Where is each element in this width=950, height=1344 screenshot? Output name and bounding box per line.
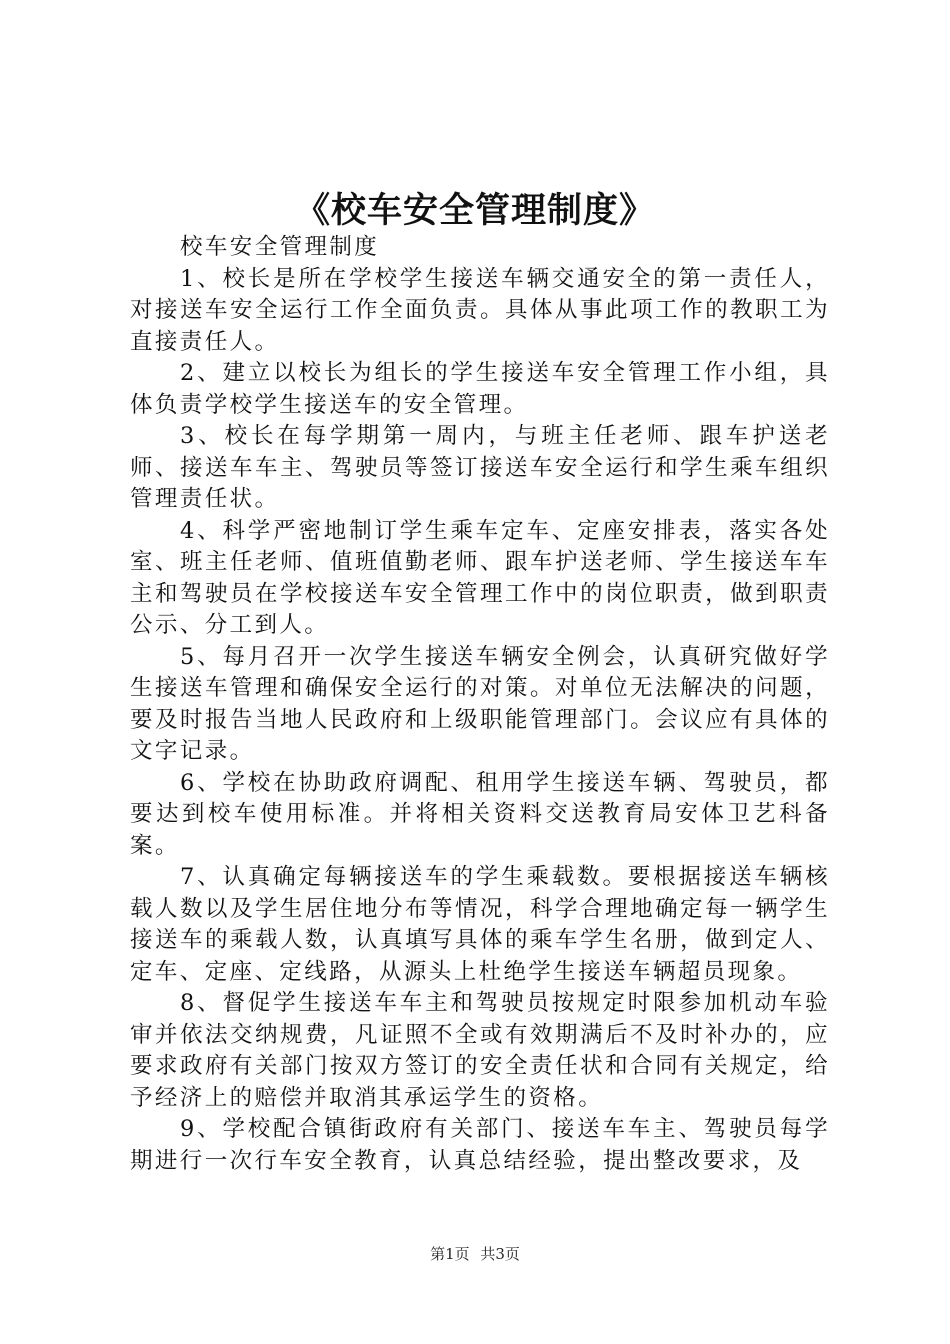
paragraph-8: 8、督促学生接送车车主和驾驶员按规定时限参加机动车验审并依法交纳规费，凡证照不全或有效期满后不及时补办的，应要求政府有关部门按双方签订的安全责任状和合同有关规定，给予经济上的赔偿并取消其承运学生的资格。: [130, 990, 830, 1111]
paragraph-heading: 校车安全管理制度: [180, 234, 380, 260]
document-title: 《校车安全管理制度》: [294, 190, 655, 231]
paragraph-6: 6、学校在协助政府调配、租用学生接送车辆、驾驶员，都要达到校车使用标准。并将相关资料交送教育局安体卫艺科备案。: [130, 769, 830, 859]
page-footer: [0, 1243, 950, 1264]
paragraph-9: 9、学校配合镇街政府有关部门、接送车车主、驾驶员每学期进行一次行车安全教育，认真总结经验，提出整改要求，及: [130, 1116, 830, 1174]
paragraph-4: 4、科学严密地制订学生乘车定车、定座安排表，落实各处室、班主任老师、值班值勤老师、跟车护送老师、学生接送车车主和驾驶员在学校接送车安全管理工作中的岗位职责，做到职责公示、分工到人。: [130, 517, 830, 638]
paragraph-1: 1、校长是所在学校学生接送车辆交通安全的第一责任人，对接送车安全运行工作全面负责。具体从事此项工作的教职工为直接责任人。: [130, 265, 830, 355]
paragraph-5: 5、每月召开一次学生接送车辆安全例会，认真研究做好学生接送车管理和确保安全运行的对策。对单位无法解决的问题，要及时报告当地人民政府和上级职能管理部门。会议应有具体的文字记录。: [130, 643, 830, 764]
paragraph-3: 3、校长在每学期第一周内，与班主任老师、跟车护送老师、接送车车主、驾驶员等签订接送车安全运行和学生乘车组织管理责任状。: [130, 423, 830, 512]
page-total: 共3页: [480, 1245, 520, 1263]
paragraph-2: 2、建立以校长为组长的学生接送车安全管理工作小组，具体负责学校学生接送车的安全管理。: [130, 360, 830, 418]
page-number: 第1页: [430, 1245, 470, 1263]
document-body: [130, 232, 830, 1177]
paragraph-7: 7、认真确定每辆接送车的学生乘载数。要根据接送车辆核载人数以及学生居住地分布等情况，科学合理地确定每一辆学生接送车的乘载人数，认真填写具体的乘车学生名册，做到定人、定车、定座、定线路，从源头上杜绝学生接送车辆超员现象。: [130, 864, 830, 985]
